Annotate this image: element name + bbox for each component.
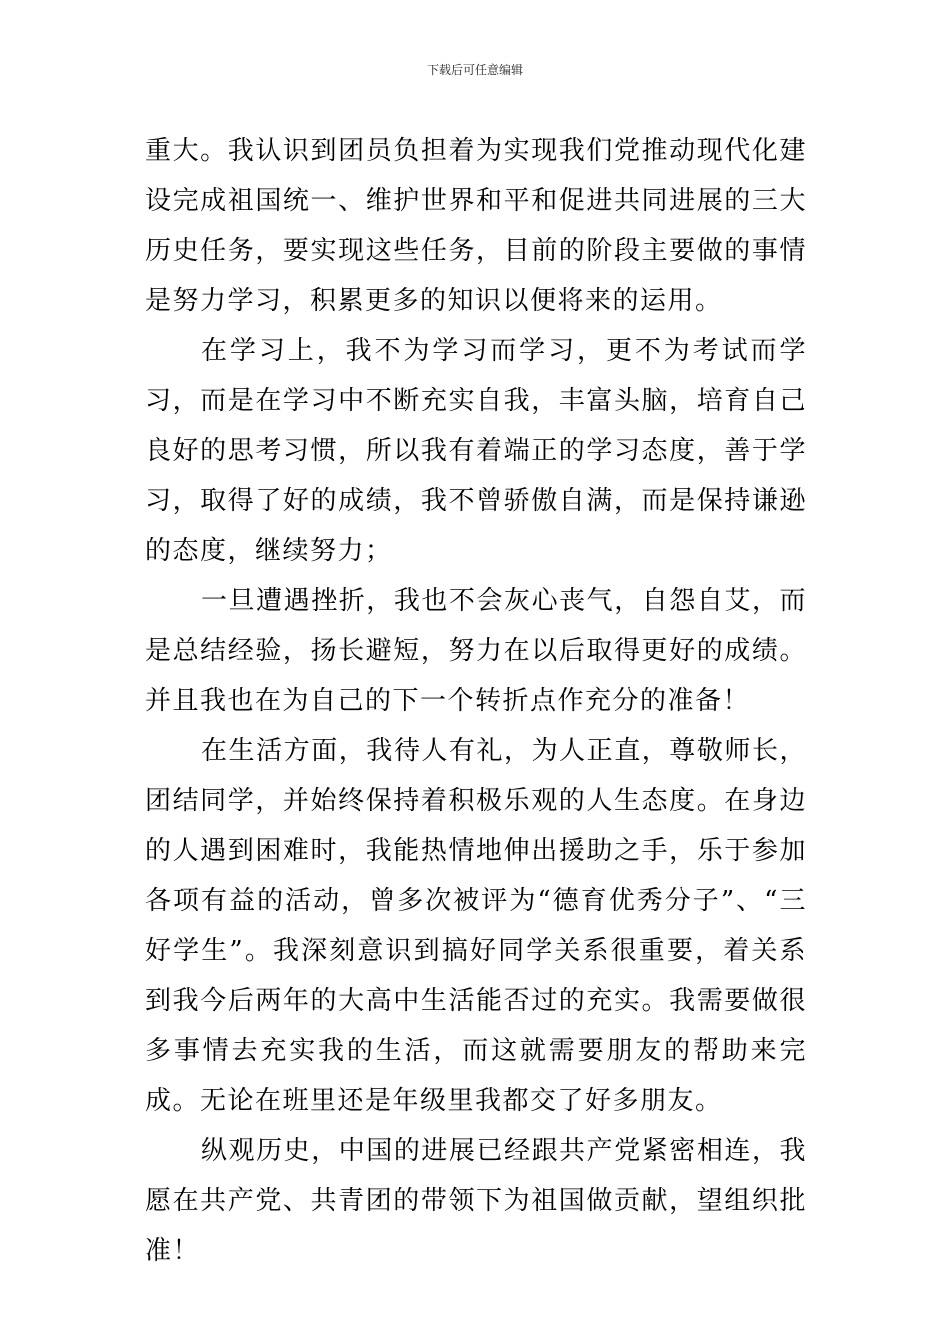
page-header-note: 下载后可任意编辑	[426, 63, 523, 77]
document-body	[145, 126, 807, 1276]
paragraph-2: 在学习上，我不为学习而学习，更不为考试而学习，而是在学习中不断充实自我，丰富头脑，培育自己良好的思考习惯，所以我有着端正的学习态度，善于学习，取得了好的成绩，我不曾骄傲自满，而是保持谦逊的态度，继续努力；	[145, 336, 807, 566]
paragraph-5: 纵观历史，中国的进展已经跟共产党紧密相连，我愿在共产党、共青团的带领下为祖国做贡献，望组织批准！	[145, 1136, 807, 1266]
paragraph-4: 在生活方面，我待人有礼，为人正直，尊敬师长，团结同学，并始终保持着积极乐观的人生态度。在身边的人遇到困难时，我能热情地伸出援助之手，乐于参加各项有益的活动，曾多次被评为“德育优秀分子”、“三好学生”。我深刻意识到搞好同学关系很重要，着关系到我今后两年的大高中生活能否过的充实。我需要做很多事情去充实我的生活，而这就需要朋友的帮助来完成。无论在班里还是年级里我都交了好多朋友。	[145, 736, 807, 1116]
paragraph-3: 一旦遭遇挫折，我也不会灰心丧气，自怨自艾，而是总结经验，扬长避短，努力在以后取得更好的成绩。并且我也在为自己的下一个转折点作充分的准备！	[145, 586, 807, 716]
paragraph-1: 重大。我认识到团员负担着为实现我们党推动现代化建设完成祖国统一、维护世界和平和促进共同进展的三大历史任务，要实现这些任务，目前的阶段主要做的事情是努力学习，积累更多的知识以便将来的运用。	[145, 136, 807, 316]
